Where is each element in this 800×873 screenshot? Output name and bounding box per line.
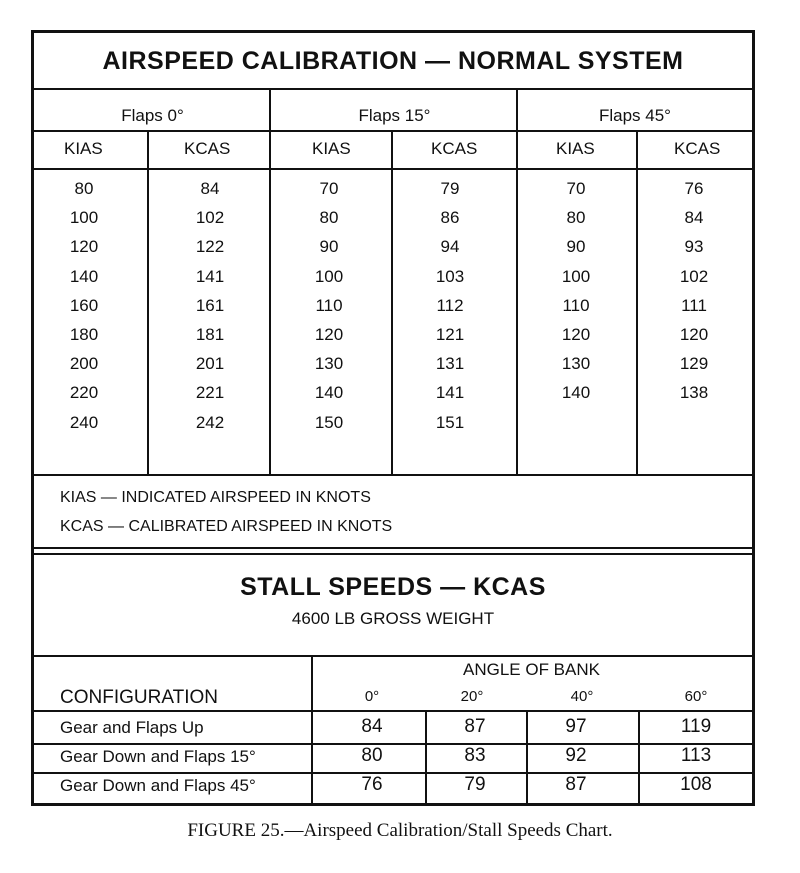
stall-speed-value: 87 — [565, 774, 587, 795]
divider — [638, 710, 640, 803]
stall-speed-value: 87 — [464, 716, 486, 737]
stall-speed-value: 92 — [565, 745, 587, 766]
kcas-value: 138 — [679, 383, 709, 403]
kias-value: 90 — [566, 237, 586, 257]
kias-value: 200 — [69, 354, 99, 374]
kcas-value: 131 — [435, 354, 465, 374]
divider — [34, 474, 752, 476]
divider — [391, 130, 393, 474]
kias-value: 120 — [561, 325, 591, 344]
kcas-value: 121 — [435, 325, 465, 344]
kcas-value: 112 — [436, 295, 464, 315]
kias-value: 70 — [566, 179, 586, 198]
kcas-value: 141 — [435, 383, 465, 403]
kcas-value: 84 — [684, 208, 704, 228]
calibration-title: AIRSPEED CALIBRATION — NORMAL SYSTEM — [102, 47, 684, 75]
angle-0: 0° — [364, 688, 380, 705]
kias-value: 120 — [314, 325, 344, 344]
divider — [34, 88, 752, 90]
kias-value: 140 — [314, 383, 344, 403]
stall-row-label: Gear Down and Flaps 45° — [60, 776, 256, 795]
kcas-value: 151 — [435, 412, 465, 432]
kias-value: 90 — [319, 237, 339, 257]
stall-row-label: Gear Down and Flaps 15° — [60, 747, 256, 766]
divider — [636, 130, 638, 474]
kias-value: 110 — [562, 295, 590, 315]
angle-60: 60° — [684, 688, 708, 705]
kias-value: 220 — [69, 383, 99, 403]
angle-20: 20° — [460, 688, 484, 705]
stall-speed-value: 76 — [361, 774, 383, 795]
legend-kcas: KCAS — CALIBRATED AIRSPEED IN KNOTS — [60, 518, 393, 535]
kcas-value: 111 — [681, 295, 707, 315]
kcas-value: 103 — [435, 266, 465, 286]
kcas-value: 102 — [679, 266, 709, 286]
kias-value: 160 — [69, 295, 99, 315]
col-header-kias: KIAS — [312, 139, 351, 158]
figure-caption: FIGURE 25.—Airspeed Calibration/Stall Speeds Chart. — [187, 820, 613, 841]
kcas-value: 84 — [200, 179, 220, 198]
angle-of-bank-header: ANGLE OF BANK — [463, 660, 600, 679]
kcas-value: 129 — [679, 354, 709, 374]
stall-speed-value: 113 — [680, 745, 712, 766]
kias-value: 80 — [566, 208, 586, 228]
kcas-value: 141 — [195, 266, 225, 286]
col-header-kias: KIAS — [556, 139, 595, 158]
stall-speed-value: 83 — [464, 745, 486, 766]
divider — [516, 90, 518, 474]
kcas-value: 122 — [195, 237, 225, 257]
divider — [147, 130, 149, 474]
kias-value: 130 — [314, 354, 344, 374]
kias-value: 140 — [69, 266, 99, 286]
kcas-value: 79 — [440, 179, 460, 198]
stall-speed-value: 80 — [361, 745, 383, 766]
kias-value: 80 — [74, 179, 94, 198]
chart-frame — [31, 30, 755, 806]
kcas-value: 221 — [195, 383, 225, 403]
kias-value: 100 — [314, 266, 344, 286]
stall-speed-value: 108 — [680, 774, 712, 795]
kias-value: 130 — [561, 354, 591, 374]
angle-40: 40° — [570, 688, 594, 705]
kias-value: 110 — [315, 295, 343, 315]
divider — [34, 655, 752, 657]
kcas-value: 181 — [195, 325, 225, 344]
group-header-flaps0: Flaps 0° — [121, 106, 184, 125]
kcas-value: 93 — [684, 237, 704, 257]
kcas-value: 94 — [440, 237, 460, 257]
kcas-value: 242 — [195, 412, 225, 432]
kias-value: 240 — [69, 412, 99, 432]
kcas-value: 102 — [195, 208, 225, 228]
divider — [34, 168, 752, 170]
col-header-kcas: KCAS — [674, 139, 721, 158]
stall-speed-value: 79 — [464, 774, 486, 795]
stall-speed-value: 119 — [680, 716, 712, 737]
kias-value: 70 — [319, 179, 339, 198]
kias-value: 120 — [69, 237, 99, 257]
kcas-value: 76 — [684, 179, 704, 198]
kias-value: 100 — [561, 266, 591, 286]
stall-title: STALL SPEEDS — KCAS — [240, 573, 546, 601]
col-header-kcas: KCAS — [431, 139, 478, 158]
stall-speed-value: 97 — [565, 716, 587, 737]
stall-speed-value: 84 — [361, 716, 383, 737]
col-header-kcas: KCAS — [184, 139, 231, 158]
kias-value: 80 — [319, 208, 339, 228]
kcas-value: 86 — [440, 208, 460, 228]
divider — [34, 130, 752, 132]
kias-value: 100 — [69, 208, 99, 228]
legend-kias: KIAS — INDICATED AIRSPEED IN KNOTS — [60, 489, 371, 506]
kcas-value: 161 — [195, 295, 225, 315]
kias-value: 150 — [314, 412, 344, 432]
kias-value: 180 — [69, 325, 99, 344]
divider — [34, 710, 752, 712]
col-header-kias: KIAS — [64, 139, 103, 158]
configuration-header: CONFIGURATION — [60, 687, 218, 708]
kcas-value: 201 — [195, 354, 225, 374]
divider — [34, 547, 752, 549]
kcas-value: 120 — [679, 325, 709, 344]
divider — [34, 553, 752, 555]
stall-row-label: Gear and Flaps Up — [60, 718, 204, 737]
kias-value: 140 — [561, 383, 591, 403]
group-header-flaps45: Flaps 45° — [598, 106, 671, 125]
stall-subtitle: 4600 LB GROSS WEIGHT — [291, 609, 495, 628]
divider — [269, 90, 271, 474]
group-header-flaps15: Flaps 15° — [358, 106, 431, 125]
